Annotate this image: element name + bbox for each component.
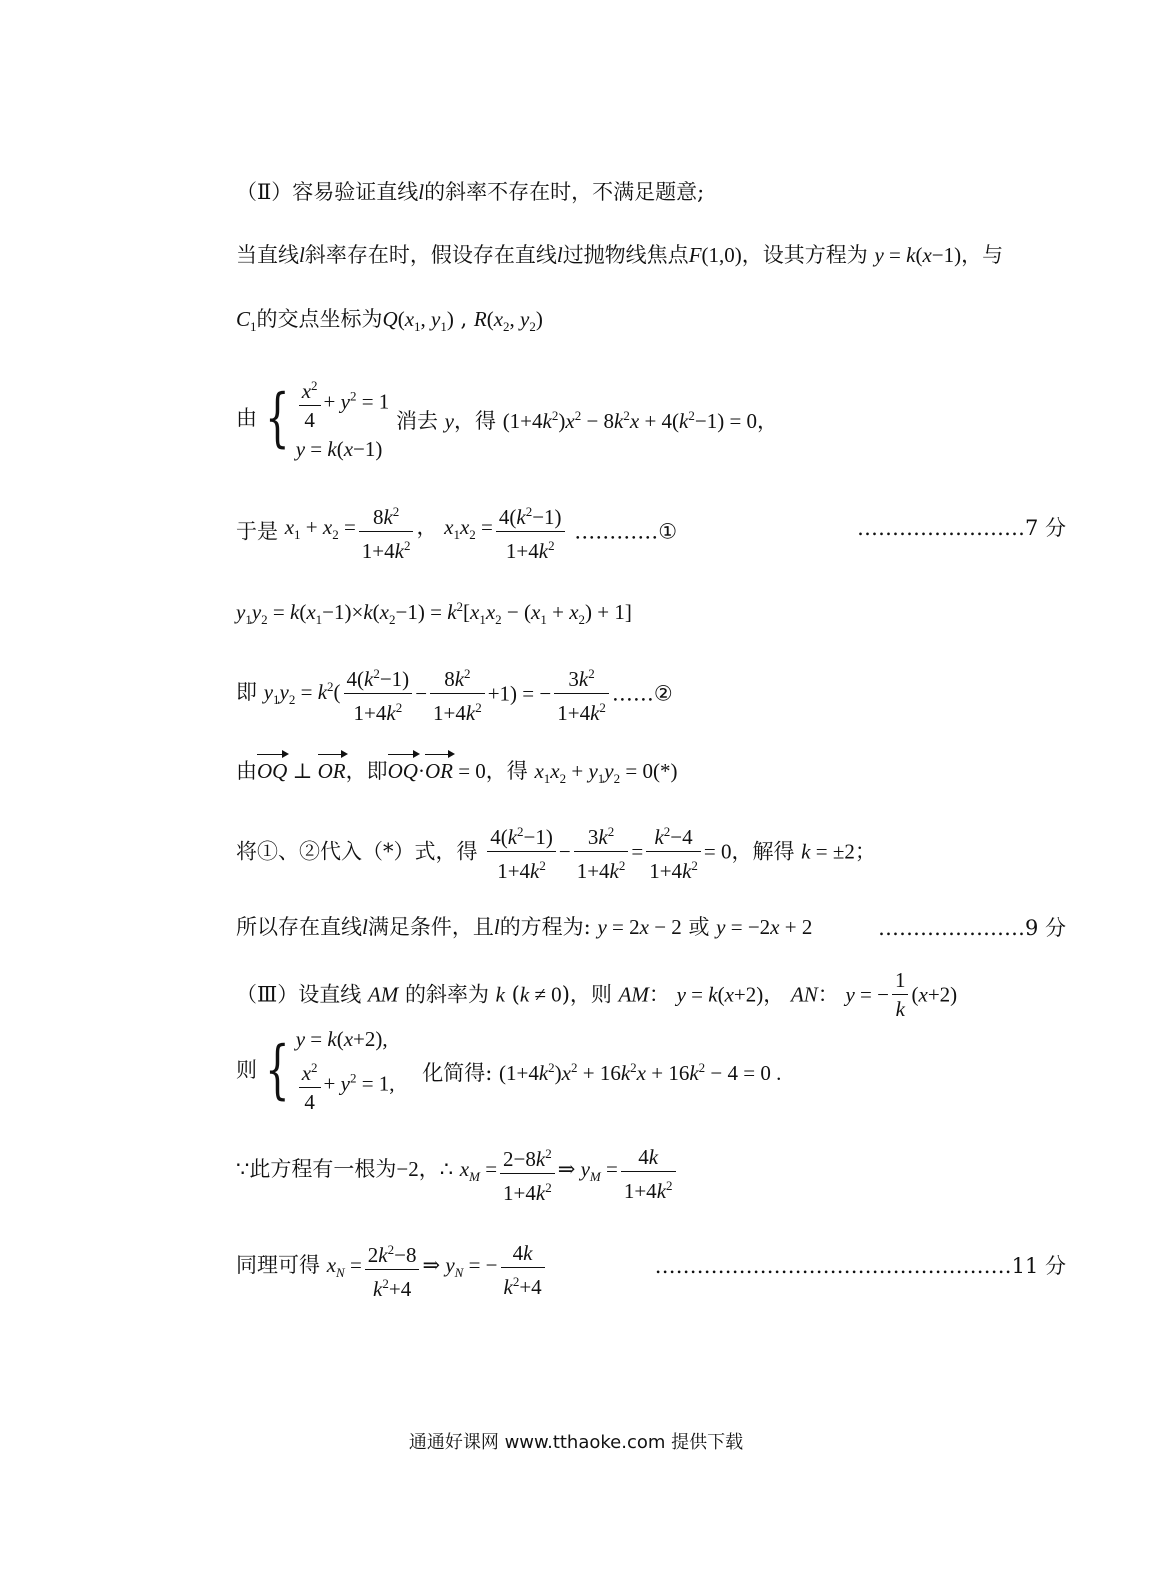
part2-y1y2-result: 即 $y_1y_2 = k^2$( $\frac{4(k^2-1)}{1+4k^2}$ − $\frac{8k^2}{1+4k^2}$ +1) = − $\frac{3k^2}{1+4k^2}$ ……② <box>236 660 673 727</box>
score-11: ……………………………………………11 分 <box>654 1254 1066 1278</box>
part2-substitute: 将①、②代入（*）式，得 $\frac{4(k^2-1)}{1+4k^2}$ − $\frac{3k^2}{1+4k^2}$ = $\frac{k^2-4}{1+4k^2}$ = 0，解得 k = ±2； <box>236 818 876 885</box>
part3-heading: （Ⅲ）设直线 AM 的斜率为 k (k ≠ 0)，则 AM： y = k(x+2)， AN： y = − $\frac{1}{k}$ (x+2) <box>236 968 958 1021</box>
part2-line2: 当直线l斜率存在时，假设存在直线l过抛物线焦点F(1,0)，设其方程为 y = k(x−1)，与 <box>236 243 1004 267</box>
part2-system: 由 { $\frac{x^2}{4}$ + $y^2 = 1$ y = k(x−1) 消去 y，得 $(1+4k^2)x^2 - 8k^2x + 4(k^2-1) = 0$， <box>236 372 778 464</box>
part3-same: 同理可得 $x_N$ = $\frac{2k^2-8}{k^2+4}$ ⇒ $y_N$ = − $\frac{4k}{k^2+4}$ <box>236 1236 548 1303</box>
score-7: ……………………7 分 <box>856 516 1066 540</box>
part3-root: ∵此方程有一根为−2，∴ $x_M$ = $\frac{2-8k^2}{1+4k^2}$ ⇒ $y_M$ = $\frac{4k}{1+4k^2}$ <box>236 1140 679 1207</box>
part2-line3: $C_1$的交点坐标为$Q(x_1$, $y_1$) , $R(x_2$, $y_2$) <box>236 307 543 335</box>
part2-perp: 由OQ ⊥ OR，即OQ·OR = 0，得 $x_1x_2 + y_1y_2 = 0(*)$ <box>236 754 677 794</box>
part2-vieta: 于是 $x_1 + x_2$ = $\frac{8k^2}{1+4k^2}$ ， $x_1x_2$ = $\frac{4(k^2-1)}{1+4k^2}$ …………① <box>236 498 677 565</box>
part2-y1y2-expand: $y_1y_2 = k(x_1-1)\times k(x_2-1) = k^2[x_1x_2 - (x_1 + x_2) + 1]$ <box>236 599 632 628</box>
part2-conclusion: 所以存在直线l满足条件，且l的方程为: y = 2x − 2 或 y = −2x + 2 <box>236 915 813 939</box>
score-9: …………………9 分 <box>877 916 1066 940</box>
page-footer: 通通好课网 www.tthaoke.com 提供下载 <box>408 1432 744 1453</box>
part3-system: 则 { y = k(x+2), $\frac{x^2}{4}$ + $y^2 = 1$, 化简得: $(1+4k^2)x^2 + 16k^2x + 16k^2 - 4 = 0$ . <box>236 1027 782 1114</box>
part2-heading: （Ⅱ）容易验证直线l的斜率不存在时，不满足题意; <box>236 180 705 204</box>
